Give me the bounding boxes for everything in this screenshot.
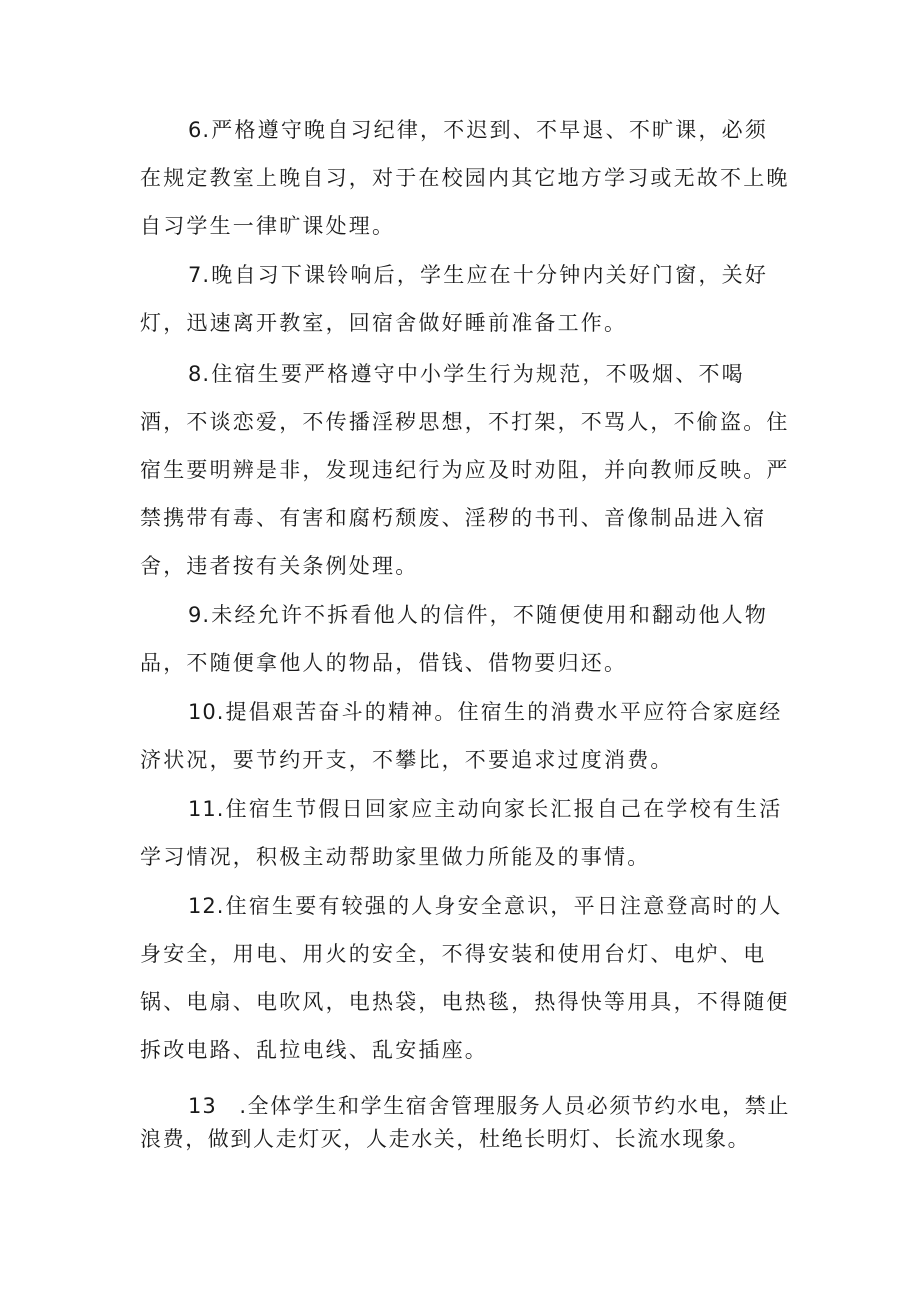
paragraph-12: [140, 882, 790, 1074]
item-text: .全体学生和学生宿舍管理服务人员必须节约水电，禁止浪费，做到人走灯灭，人走水关，杜绝长明灯、长流水现象。: [140, 1094, 791, 1151]
item-text: .严格遵守晚自习纪律，不迟到、不早退、不旷课，必须在规定教室上晚自习，对于在校园内其它地方学习或无故不上晚自习学生一律旷课处理。: [140, 118, 790, 238]
paragraph-13: [140, 1090, 790, 1156]
item-number: 10: [188, 700, 217, 724]
item-text: .提倡艰苦奋斗的精神。住宿生的消费水平应符合家庭经济状况，要节约开支，不攀比，不要追求过度消费。: [140, 700, 783, 772]
paragraph-7: [140, 251, 790, 347]
item-text: .住宿生节假日回家应主动向家长汇报自己在学校有生活学习情况，积极主动帮助家里做力所能及的事情。: [140, 797, 783, 869]
item-number: 7: [188, 263, 203, 287]
item-number: 9: [188, 603, 203, 627]
item-number: 12: [188, 894, 217, 918]
item-number: 13: [188, 1094, 217, 1118]
paragraph-6: [140, 106, 790, 250]
item-number: 6: [188, 118, 203, 142]
item-text: .住宿生要有较强的人身安全意识，平日注意登高时的人身安全，用电、用火的安全，不得安装和使用台灯、电炉、电锅、电扇、电吹风，电热袋，电热毯，热得快等用具，不得随便拆改电路、乱拉电线、乱安插座。: [140, 894, 790, 1062]
paragraph-10: [140, 688, 790, 784]
item-number: 8: [188, 362, 203, 386]
item-text: .晚自习下课铃响后，学生应在十分钟内关好门窗，关好灯，迅速离开教室，回宿舍做好睡前准备工作。: [140, 263, 769, 335]
item-text: .未经允许不拆看他人的信件，不随便使用和翻动他人物品，不随便拿他人的物品，借钱、借物要归还。: [140, 603, 769, 675]
paragraph-8: [140, 350, 790, 590]
item-text: .住宿生要严格遵守中小学生行为规范，不吸烟、不喝酒，不谈恋爱，不传播淫秽思想，不打架，不骂人，不偷盗。住宿生要明辨是非，发现违纪行为应及时劝阻，并向教师反映。严禁携带有毒、有害和腐朽颓废、淫秽的书刊、音像制品进入宿舍，违者按有关条例处理。: [140, 362, 790, 578]
paragraph-11: [140, 785, 790, 881]
paragraph-9: [140, 591, 790, 687]
item-number: 11: [188, 797, 217, 821]
